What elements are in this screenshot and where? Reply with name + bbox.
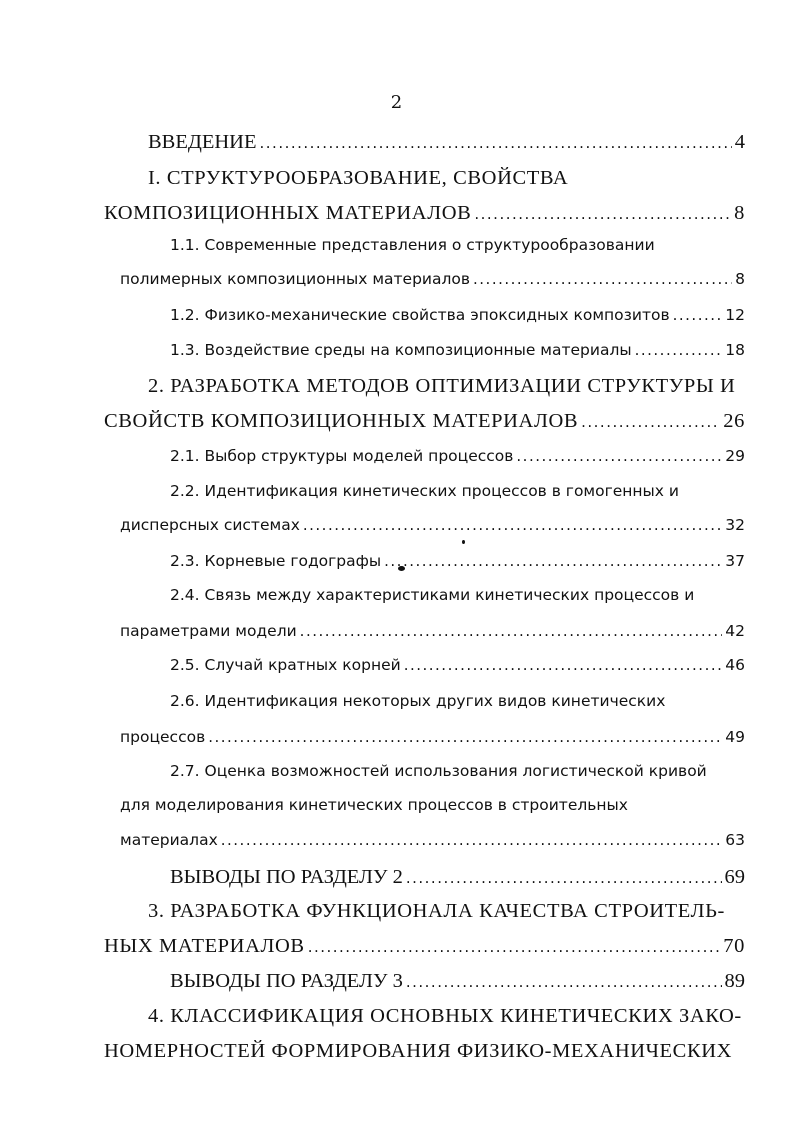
toc-entry-title: 1.1. Современные представления о структурообразовании — [170, 236, 655, 254]
leader-dots — [406, 871, 722, 886]
toc-entry-title: 2.4. Связь между характеристиками кинетических процессов и — [170, 586, 695, 604]
toc-page-number: 18 — [725, 341, 745, 359]
toc-section-2-1[interactable] — [170, 449, 745, 465]
toc-page-number: 37 — [725, 552, 745, 570]
leader-dots — [208, 730, 722, 745]
toc-section-2-7-line1[interactable] — [170, 764, 707, 780]
toc-entry-title: 2.6. Идентификация некоторых других видов кинетических — [170, 692, 666, 710]
toc-chapter-4-title-line2[interactable] — [104, 1041, 732, 1062]
toc-page-number: 70 — [723, 935, 745, 957]
toc-entry-title: материалах — [120, 831, 218, 849]
toc-section-2-3[interactable] — [170, 554, 745, 570]
toc-entry-title: параметрами модели — [120, 622, 297, 640]
toc-entry-title: дисперсных системах — [120, 516, 300, 534]
toc-section-2-5[interactable] — [170, 658, 745, 674]
toc-entry-title: полимерных композиционных материалов — [120, 270, 471, 288]
leader-dots — [384, 554, 722, 569]
toc-entry-title: 2. РАЗРАБОТКА МЕТОДОВ ОПТИМИЗАЦИИ СТРУКТУРЫ И — [148, 375, 736, 397]
toc-section-2-2-line1[interactable] — [170, 484, 679, 500]
leader-dots — [404, 658, 723, 673]
toc-section-2-7-line2[interactable] — [120, 798, 628, 814]
toc-page-number: 29 — [725, 447, 745, 465]
toc-page-number: 12 — [725, 306, 745, 324]
leader-dots — [581, 415, 720, 430]
toc-entry-title: 2.1. Выбор структуры моделей процессов — [170, 447, 514, 465]
scan-speck — [462, 540, 465, 544]
toc-page-number: 8 — [734, 202, 745, 224]
toc-page-number: 49 — [725, 728, 745, 746]
toc-page-number: 89 — [724, 970, 745, 992]
toc-chapter-3-title-line2[interactable] — [104, 936, 745, 957]
toc-entry-title: ВЫВОДЫ ПО РАЗДЕЛУ 2 — [170, 866, 403, 888]
toc-entry-title: 2.2. Идентификация кинетических процессов в гомогенных и — [170, 482, 679, 500]
toc-chapter-3-title-line1[interactable] — [148, 901, 725, 922]
toc-section-2-6-line1[interactable] — [170, 694, 665, 710]
toc-entry-title: 2.7. Оценка возможностей использования логистической кривой — [170, 762, 707, 780]
toc-page-number: 32 — [725, 516, 745, 534]
leader-dots — [308, 940, 721, 955]
toc-section-2-2-line2[interactable] — [120, 518, 745, 534]
toc-page-number: 69 — [724, 866, 745, 888]
leader-dots — [516, 449, 722, 464]
toc-entry-title: КОМПОЗИЦИОННЫХ МАТЕРИАЛОВ — [104, 202, 472, 224]
toc-entry-title: 3. РАЗРАБОТКА ФУНКЦИОНАЛА КАЧЕСТВА СТРОИТЕЛЬ- — [148, 900, 725, 922]
toc-entry-title: 4. КЛАССИФИКАЦИЯ ОСНОВНЫХ КИНЕТИЧЕСКИХ ЗАКО- — [148, 1005, 742, 1027]
toc-section-1-3[interactable] — [170, 343, 745, 359]
toc-section-1-1-line2[interactable] — [120, 272, 745, 288]
toc-entry-title: 2.5. Случай кратных корней — [170, 656, 401, 674]
leader-dots — [221, 833, 723, 848]
toc-chapter-2-title-line1[interactable] — [148, 376, 735, 397]
leader-dots — [635, 343, 723, 358]
toc-section-2-6-line2[interactable] — [120, 730, 745, 746]
toc-page-number: 26 — [723, 410, 745, 432]
toc-page-number: 63 — [725, 831, 745, 849]
leader-dots — [260, 136, 732, 151]
leader-dots — [406, 975, 722, 990]
toc-section-1-2[interactable] — [170, 308, 745, 324]
toc-entry-title: для моделирования кинетических процессов в строительных — [120, 796, 628, 814]
toc-chapter-2-title-line2[interactable] — [104, 411, 745, 432]
leader-dots — [473, 272, 732, 287]
toc-entry-title: ВЫВОДЫ ПО РАЗДЕЛУ 3 — [170, 970, 403, 992]
toc-page-number: 8 — [735, 270, 745, 288]
toc-conclusions-section-3[interactable] — [170, 971, 745, 992]
toc-chapter-1-title-line2[interactable] — [104, 203, 745, 224]
toc-section-2-4-line2[interactable] — [120, 624, 745, 640]
leader-dots — [673, 308, 723, 323]
toc-page-number: 4 — [734, 131, 745, 153]
toc-entry-title: СВОЙСТВ КОМПОЗИЦИОННЫХ МАТЕРИАЛОВ — [104, 410, 579, 432]
toc-entry-title: ВВЕДЕНИЕ — [148, 131, 257, 153]
page-number: 2 — [390, 92, 403, 113]
toc-entry-title: НОМЕРНОСТЕЙ ФОРМИРОВАНИЯ ФИЗИКО-МЕХАНИЧЕСКИХ — [104, 1040, 733, 1062]
toc-entry-title: 1.2. Физико-механические свойства эпоксидных композитов — [170, 306, 670, 324]
leader-dots — [300, 624, 723, 639]
leader-dots — [474, 207, 731, 222]
toc-page-number: 42 — [725, 622, 745, 640]
toc-entry-title: 1.3. Воздействие среды на композиционные материалы — [170, 341, 632, 359]
toc-entry-title: НЫХ МАТЕРИАЛОВ — [104, 935, 305, 957]
toc-page-number: 46 — [725, 656, 745, 674]
toc-entry-title: I. СТРУКТУРООБРАЗОВАНИЕ, СВОЙСТВА — [148, 167, 569, 189]
toc-chapter-1-title-line1[interactable] — [148, 168, 568, 189]
toc-entry-title: процессов — [120, 728, 206, 746]
toc-chapter-4-title-line1[interactable] — [148, 1006, 742, 1027]
scan-speck — [398, 566, 405, 571]
toc-entry-introduction[interactable] — [148, 132, 745, 153]
toc-section-1-1-line1[interactable] — [170, 238, 655, 254]
toc-section-2-7-line3[interactable] — [120, 833, 745, 849]
toc-section-2-4-line1[interactable] — [170, 588, 694, 604]
leader-dots — [303, 518, 722, 533]
toc-conclusions-section-2[interactable] — [170, 867, 745, 888]
toc-entry-title: 2.3. Корневые годографы — [170, 552, 382, 570]
